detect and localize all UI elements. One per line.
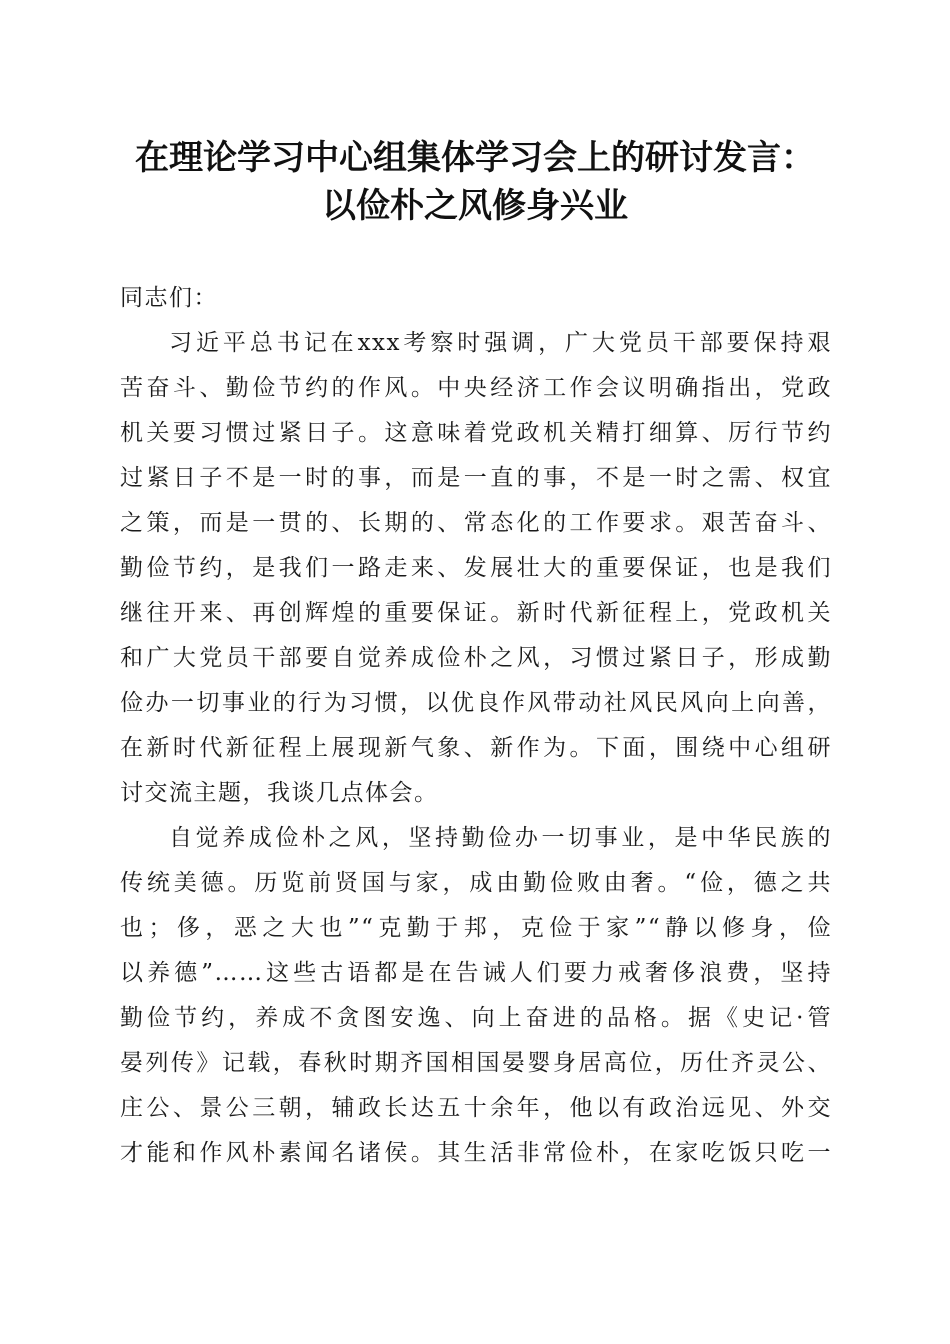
paragraph-2-line: 传统美德。历览前贤国与家，成由勤俭败由奢。“俭，德之共	[120, 870, 832, 896]
paragraph-1-line: 讨交流主题，我谈几点体会。	[120, 780, 439, 806]
paragraph-2-line: 自觉养成俭朴之风，坚持勤俭办一切事业，是中华民族的	[169, 825, 832, 851]
salutation: 同志们：	[120, 285, 218, 311]
document-title-line-1: 在理论学习中心组集体学习会上的研讨发言：	[135, 138, 815, 178]
paragraph-1-line: 继往开来、再创辉煌的重要保证。新时代新征程上，党政机关	[120, 600, 832, 626]
paragraph-1-line: 机关要习惯过紧日子。这意味着党政机关精打细算、厉行节约	[120, 420, 832, 446]
paragraph-2-line: 庄公、景公三朝，辅政长达五十余年，他以有政治远见、外交	[120, 1095, 832, 1121]
paragraph-1-line: 之策，而是一贯的、长期的、常态化的工作要求。艰苦奋斗、	[120, 510, 832, 536]
paragraph-1-line: 习近平总书记在xxx考察时强调，广大党员干部要保持艰	[169, 330, 832, 356]
paragraph-1-line: 勤俭节约，是我们一路走来、发展壮大的重要保证，也是我们	[120, 555, 832, 581]
paragraph-2-line: 也；侈，恶之大也”“克勤于邦，克俭于家”“静以修身，俭	[120, 915, 832, 941]
paragraph-1-line: 苦奋斗、勤俭节约的作风。中央经济工作会议明确指出，党政	[120, 375, 832, 401]
paragraph-1-line: 过紧日子不是一时的事，而是一直的事，不是一时之需、权宜	[120, 465, 832, 491]
paragraph-1-line: 和广大党员干部要自觉养成俭朴之风，习惯过紧日子，形成勤	[120, 645, 832, 671]
document-title-line-2: 以俭朴之风修身兴业	[322, 186, 628, 226]
paragraph-2-line: 以养德”……这些古语都是在告诫人们要力戒奢侈浪费，坚持	[120, 960, 832, 986]
paragraph-2-line: 才能和作风朴素闻名诸侯。其生活非常俭朴，在家吃饭只吃一	[120, 1140, 832, 1166]
paragraph-1-line: 在新时代新征程上展现新气象、新作为。下面，围绕中心组研	[120, 735, 832, 761]
paragraph-1-line: 俭办一切事业的行为习惯，以优良作风带动社风民风向上向善，	[120, 690, 832, 716]
paragraph-2-line: 晏列传》记载，春秋时期齐国相国晏婴身居高位，历仕齐灵公、	[120, 1050, 832, 1076]
paragraph-2-line: 勤俭节约，养成不贪图安逸、向上奋进的品格。据《史记·管	[120, 1005, 832, 1031]
